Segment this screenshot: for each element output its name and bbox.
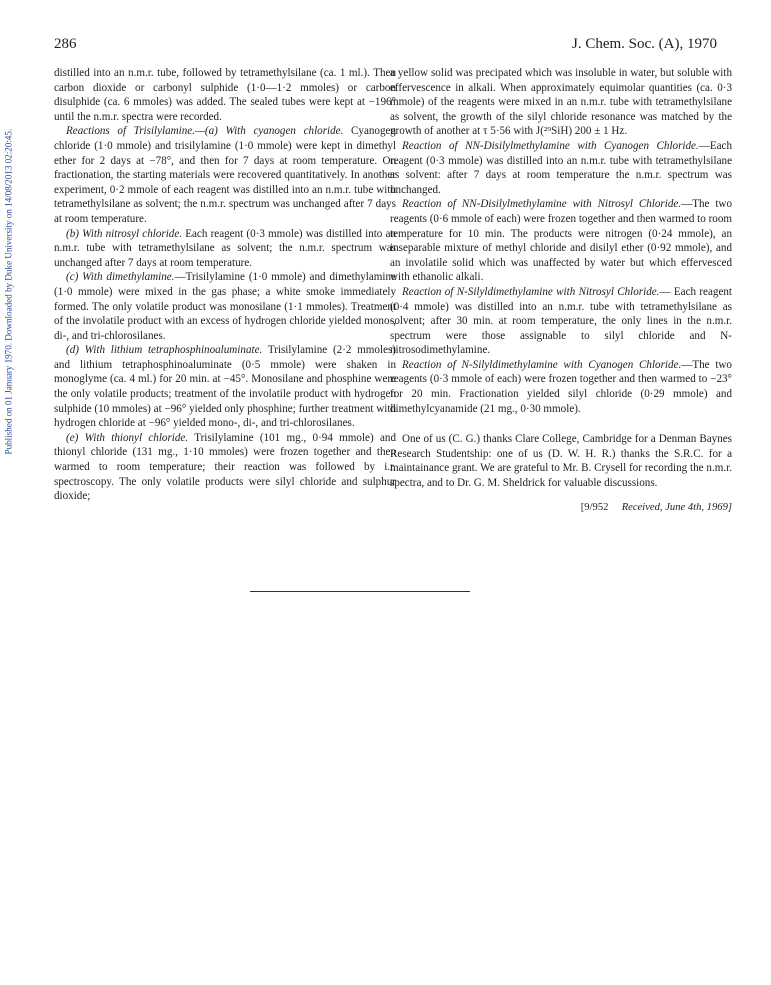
received-date: Received, June 4th, 1969] [621, 501, 732, 513]
section-heading: Reaction of N-Silyldimethylamine with Nitrosyl Chloride. [402, 285, 660, 298]
paragraph-text: Each reagent (0·3 mmole) was distilled into an n.m.r. tube with tetramethylsilane as solvent; the n.m.r. spectrum was unchanged after 7 days at room temperature. [54, 227, 397, 269]
page-number: 286 [54, 36, 77, 52]
manuscript-reference: [9/952 [580, 501, 609, 513]
paragraph-text: —The two reagents (0·3 mmole of each) were frozen together and then warmed to −23° for 20 min. Fractionation yielded silyl chloride (0·29 mmole) and dimethylcyanamide (21 mg., 0·30 mmole). [390, 358, 732, 415]
left-paragraph-6 [54, 431, 396, 504]
left-paragraph-2 [54, 124, 396, 226]
right-paragraph-5 [390, 358, 732, 416]
paragraph-text: Trisilylamine (2·2 mmoles) and lithium tetraphosphinoaluminate (0·5 mmole) were shaken in monoglyme (ca. 4 ml.) for 20 min. at −45°. Monosilane and phosphine were the only volatile products; treatment of the involatile product with hydrogen sulphide (10 mmoles) at −96° yielded only phosphine; further treatment with hydrogen chloride at −96° yielded mono-, di-, and tri-chlorosilanes. [54, 344, 396, 430]
left-paragraph-4 [54, 270, 396, 343]
section-heading: Reaction of NN-Disilylmethylamine with Nitrosyl Chloride. [402, 198, 682, 211]
right-paragraph-3 [390, 197, 732, 285]
paragraph-text: —Trisilylamine (1·0 mmole) and dimethylamine (1·0 mmole) were mixed in the gas phase; a white smoke immediately formed. The only volatile product was monosilane (1·1 mmoles). Treatment of the involatile product with an excess of hydrogen chloride yielded mono-, di-, and tri-chlorosilanes. [54, 271, 396, 342]
left-paragraph-3 [54, 227, 396, 271]
end-rule [250, 591, 470, 592]
subsection-heading: (d) With lithium tetraphosphinoaluminate. [66, 344, 263, 357]
left-column [54, 66, 396, 504]
subsection-heading: (b) With nitrosyl chloride. [66, 227, 183, 240]
journal-header: J. Chem. Soc. (A), 1970 [572, 36, 717, 52]
subsection-heading: (e) With thionyl chloride. [66, 431, 189, 444]
paragraph-text: —Each reagent (0·3 mmole) was distilled into an n.m.r. tube with tetramethylsilane as solvent: after 7 days at room temperature the n.m.r. spectrum was unchanged. [390, 139, 732, 196]
received-line [390, 501, 732, 516]
acknowledgements: One of us (C. G.) thanks Clare College, Cambridge for a Denman Baynes Research Studentship: one of us (D. W. H. R.) thanks the S.R.C. for a maintainance grant. We are grateful to Mr. B. Crysell for recording the n.m.r. spectra, and to Dr. G. M. Sheldrick for valuable discussions. [390, 433, 732, 490]
paragraph-text: — Each reagent (0·4 mmole) was distilled into an n.m.r. tube with tetramethylsilane as solvent; after 30 min. at room temperature, the only lines in the n.m.r. spectrum were those assignable to silyl chloride and N-nitrosodimethylamine. [390, 285, 732, 357]
download-watermark: Published on 01 January 1970. Downloaded by Duke University on 14/08/2013 02:20:45. [4, 128, 15, 455]
subsection-heading: (c) With dimethylamine. [66, 271, 175, 284]
right-paragraph-2 [390, 139, 732, 197]
right-paragraph-1: a yellow solid was precipated which was insoluble in water, but soluble with effervescence in alkali. When approximately equimolar quantities (ca. 0·3 mmole) of the reagents were mixed in an n.m.r. tube with tetramethylsilane as solvent, the growth of the silyl chloride resonance was matched by the growth of another at τ 5·56 with J(²⁹SiH) 200 ± 1 Hz. [390, 67, 732, 138]
paragraph-text: Trisilylamine (101 mg., 0·94 mmole) and thionyl chloride (131 mg., 1·10 mmoles) were frozen together and then warmed to room temperature; their reaction was followed by i.r. spectroscopy. The only volatile products were silyl chloride and sulphur dioxide; [54, 431, 396, 503]
left-paragraph-5 [54, 343, 396, 431]
right-column [390, 66, 732, 515]
paragraph-text: —The two reagents (0·6 mmole of each) were frozen together and then warmed to room temperature for 10 min. The products were nitrogen (0·24 mmole), an inseparable mixture of methyl chloride and disilyl ether (0·92 mmole), and an involatile solid which was unaffected by water but which effervesced with ethanolic alkali. [390, 198, 732, 284]
section-heading: Reaction of NN-Disilylmethylamine with Cyanogen Chloride. [402, 139, 699, 152]
paragraph-text: Cyanogen chloride (1·0 mmole) and trisilylamine (1·0 mmole) were kept in dimethyl ether for 2 days at −78°, and then for 7 days at room temperature. On fractionation, the starting materials were recovered quantitatively. In another experiment, 0·2 mmole of each reagent was distilled into an n.m.r. tube with tetramethylsilane as solvent; the n.m.r. spectrum was unchanged after 7 days at room temperature. [54, 125, 396, 225]
right-paragraph-4 [390, 285, 732, 358]
section-heading: Reactions of Trisilylamine.—(a) With cyanogen chloride. [66, 125, 344, 138]
left-paragraph-1: distilled into an n.m.r. tube, followed by tetramethylsilane (ca. 1 ml.). Then carbon dioxide or carbonyl sulphide (1·0—1·2 mmoles) or carbon disulphide (ca. 6 mmoles) was added. The sealed tubes were kept at −196° until the n.m.r. spectra were recorded. [54, 67, 396, 123]
section-heading: Reaction of N-Silyldimethylamine with Cyanogen Chloride. [402, 358, 682, 371]
